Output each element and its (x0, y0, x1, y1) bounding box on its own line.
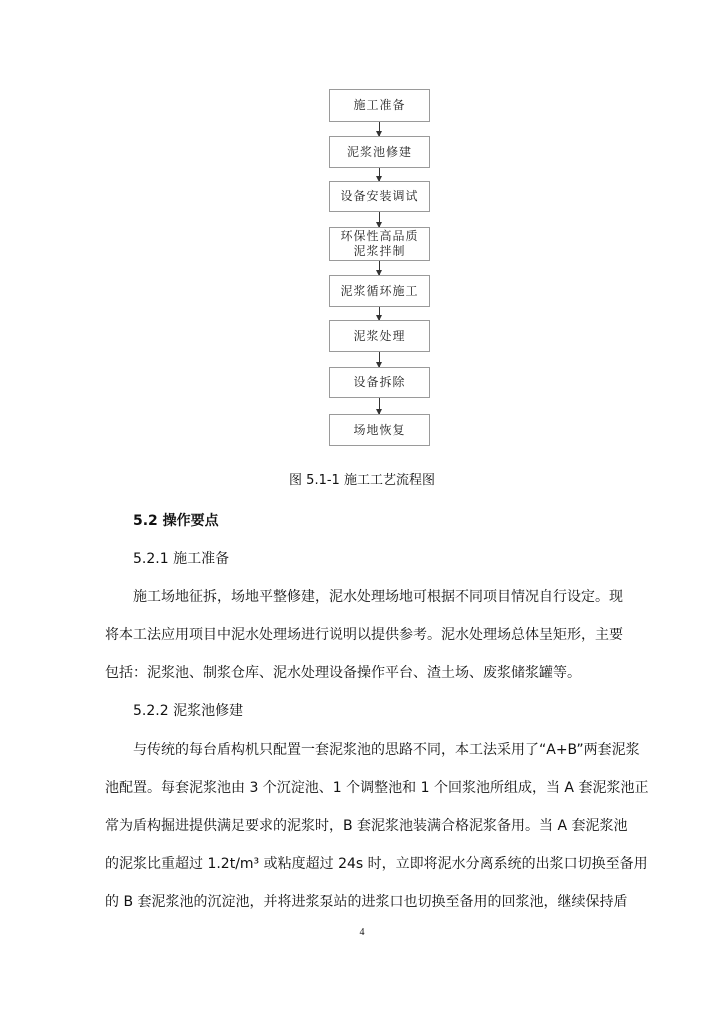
figure-caption: 图 5.1-1 施工工艺流程图 (289, 473, 435, 488)
flow-step-label: 泥浆池修建 (346, 144, 412, 159)
section-heading: 5.2 操作要点 (133, 513, 219, 529)
paragraph-line: 的泥浆比重超过 1.2t/m³ 或粘度超过 24s 时，立即将泥水分离系统的出浆口切换至备用 (105, 856, 648, 872)
flow-arrow (379, 261, 380, 275)
flow-step-label: 环保性高品质 (340, 229, 419, 243)
subsection-heading: 5.2.2 泥浆池修建 (133, 703, 244, 719)
flow-step-8 (329, 414, 430, 446)
flow-step-7 (329, 367, 430, 398)
page-number: 4 (359, 927, 365, 938)
paragraph-line: 的 B 套泥浆池的沉淀池，并将进浆泵站的进浆口也切换至备用的回浆池，继续保持盾 (105, 894, 628, 910)
flow-arrow (379, 398, 380, 414)
flow-step-label: 设备拆除 (353, 375, 406, 389)
paragraph-line: 包括：泥浆池、制浆仓库、泥水处理设备操作平台、渣土场、废浆储浆罐等。 (105, 665, 581, 681)
flow-step-3 (329, 181, 430, 212)
paragraph-line: 池配置。每套泥浆池由 3 个沉淀池、1 个调整池和 1 个回浆池所组成，当 A 套泥浆池正 (105, 780, 649, 796)
paragraph-line: 与传统的每台盾构机只配置一套泥浆池的思路不同，本工法采用了“A+B”两套泥浆 (133, 742, 640, 758)
flow-step-label: 施工准备 (353, 98, 406, 112)
subsection-heading: 5.2.1 施工准备 (133, 551, 230, 567)
flow-step-4 (329, 227, 430, 261)
flow-step-label: 泥浆循环施工 (340, 283, 419, 298)
flow-arrow (379, 307, 380, 320)
flow-arrow (379, 168, 380, 181)
flow-arrow (379, 212, 380, 227)
paragraph-line: 将本工法应用项目中泥水处理场进行说明以提供参考。泥水处理场总体呈矩形，主要 (105, 627, 623, 643)
flow-step-label: 设备安装调试 (340, 189, 419, 203)
paragraph-line: 常为盾构掘进提供满足要求的泥浆时，B 套泥浆池装满合格泥浆备用。当 A 套泥浆池 (105, 818, 628, 834)
flow-arrow (379, 122, 380, 136)
flow-step-label: 泥浆拌制 (353, 244, 406, 258)
flow-step-label: 泥浆处理 (353, 328, 406, 343)
paragraph-line: 施工场地征拆，场地平整修建，泥水处理场地可根据不同项目情况自行设定。现 (133, 589, 623, 605)
flow-step-6 (329, 320, 430, 352)
flow-arrow (379, 352, 380, 367)
flow-step-label: 场地恢复 (353, 422, 406, 437)
flow-step-1 (329, 89, 430, 122)
flow-step-5 (329, 275, 430, 307)
flow-step-2 (329, 136, 430, 168)
